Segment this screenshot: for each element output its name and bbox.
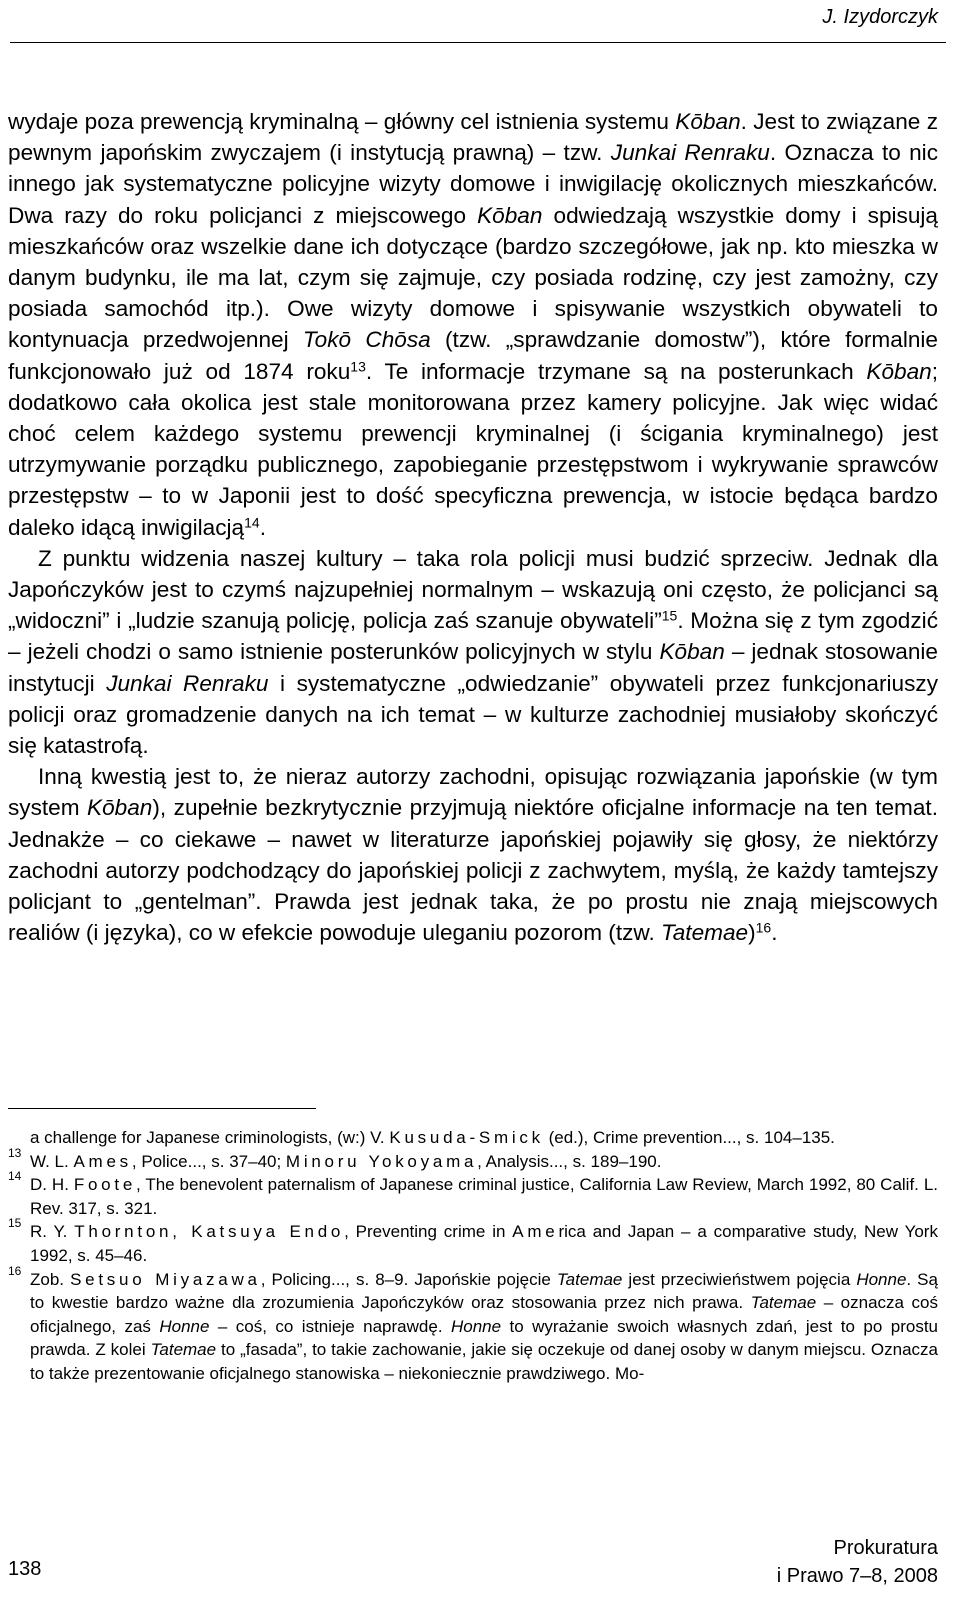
page-number: 138	[8, 1558, 42, 1580]
author-name: Ames	[73, 1151, 132, 1171]
text-run: , Analysis..., s. 189–190.	[477, 1151, 662, 1171]
term-toko-chosa: Tokō Chōsa	[302, 327, 431, 353]
text-run: – coś, co istnieje naprawdę.	[209, 1316, 451, 1336]
term-honne: Honne	[450, 1316, 502, 1336]
text-run: Z punktu widzenia naszej kultury – taka rola policji musi budzić sprzeciw. Jednak dla Japończyków jest to czymś najzupełniej normalnym – wskazują oni często, że policjanci są „widoczni” i „ludzie szanują policję, policja zaś szanuje obywateli”	[8, 545, 938, 634]
text-run: . Są to kwestie bardzo ważne dla zrozumienia Japończyków oraz stosowania przez nich prawa.	[30, 1269, 938, 1313]
footnote-16	[8, 1263, 939, 1386]
journal-name	[777, 1534, 938, 1590]
text-run: ), zupełnie bezkrytycznie przyjmują niektóre oficjalne informacje na ten temat. Jednakże – co ciekawe – nawet w literaturze japońskiej pojawiły się głosy, że niektórzy zachodni autorzy podchodzący do japońskiej policji z zachwytem, myślą, że każdy tamtejszy policjant to „gentelman”. Prawda jest jednak taka, że po prostu nie znają miejscowych realiów (i języka), co w efekcie powoduje uleganiu pozorom (tzw.	[8, 795, 938, 946]
text-run: , The benevolent paternalism of Japanese criminal justice, California Law Review, March 1992, 80 Calif. L. Rev. 317, s. 321.	[30, 1175, 938, 1218]
text-run: .	[259, 514, 266, 540]
journal-line-1: Prokuratura	[833, 1537, 938, 1559]
text-run: – oznacza coś oficjalnego, zaś	[30, 1293, 938, 1336]
text-run: – jednak stosowanie instytucji	[8, 639, 938, 696]
text-run: . Jest to związane z pewnym japońskim zwyczajem (i instytucją prawną) – tzw.	[8, 109, 938, 166]
text-run: Inną kwestią jest to, że nieraz autorzy zachodni, opisując rozwiązania japońskie (w tym system	[8, 764, 938, 821]
footnote-14	[8, 1169, 938, 1220]
text-run: R. Y.	[30, 1222, 75, 1242]
author-name: Setsuo Miyazawa	[70, 1269, 261, 1289]
text-run: , Policing..., s. 8–9. Japońskie pojęcie	[260, 1269, 557, 1289]
spaced-text: Ame	[512, 1222, 559, 1242]
paragraph-2	[8, 543, 938, 761]
author-name: Thornton, Katsuya Endo	[74, 1222, 345, 1242]
text-run: to „fasada”, to takie zachowanie, jakie się oczekuje od danej osoby w danym miejscu. Oznacza to także prezentowanie oficjalnego stanowiska – niekoniecznie prawdziwego. Mo-	[30, 1340, 938, 1383]
author-name: Foote	[73, 1175, 137, 1195]
footnote-ref-15[interactable]: 15	[661, 607, 678, 624]
footnote-ref-14[interactable]: 14	[244, 513, 260, 530]
text-run: ; dodatkowo cała okolica jest stale monitorowana przez kamery policyjne. Jak więc widać choć celem każdego systemu prewencji kryminalnej (i ścigania kryminalnego) jest utrzymywanie porządku publicznego, zapobieganie przestępstwom i wykrywanie sprawców przestępstw – to w Japonii jest to dość specyficzna prewencja, w istocie będąca bardzo daleko idącą inwigilacją	[8, 358, 938, 540]
footnote-text	[30, 1268, 938, 1386]
footnote-number: 14	[8, 1169, 22, 1184]
footnote-text	[30, 1173, 938, 1220]
term-honne: Honne	[159, 1316, 210, 1336]
text-run: . Można się z tym zgodzić – jeżeli chodzi o samo istnienie posterunków policyjnych w stylu	[8, 608, 938, 665]
term-tatemae: Tatemae	[661, 920, 749, 946]
text-run: )	[748, 920, 756, 946]
footnote-text	[30, 1220, 938, 1267]
text-run: Zob.	[30, 1269, 71, 1289]
text-run: i systematyczne „odwiedzanie” obywateli przez funkcjonariuszy policji oraz gromadzenie danych na ich temat – w kulturze zachodniej musiałoby skończyć się katastrofą.	[8, 670, 938, 759]
footnote-ref-16[interactable]: 16	[755, 919, 772, 936]
author-name: Kusuda-Smick	[389, 1128, 544, 1147]
footnote-text	[30, 1150, 938, 1174]
main-text	[8, 106, 938, 948]
text-run: , Preventing crime in	[344, 1222, 513, 1242]
footnote-15	[8, 1216, 938, 1267]
text-run: , Police..., s. 37–40;	[131, 1151, 286, 1171]
footnote-text	[30, 1126, 938, 1150]
running-head-author: J. Izydorczyk	[822, 6, 938, 28]
footnote-number: 16	[8, 1263, 22, 1278]
term-tatemae: Tatemae	[750, 1293, 817, 1313]
text-run: . Oznacza to nic innego jak systematyczne policyjne wizyty domowe i inwigilację okolicznych mieszkańców. Dwa razy do roku policjanci z miejscowego	[8, 140, 938, 228]
term-koban: Kōban	[659, 639, 725, 665]
term-koban: Kōban	[87, 795, 153, 821]
term-junkai-renraku: Junkai Renraku	[610, 140, 770, 166]
text-run: .	[771, 920, 778, 946]
term-honne: Honne	[856, 1269, 907, 1289]
text-run: a challenge for Japanese criminologists, (w:) V.	[30, 1128, 390, 1147]
footnote-number: 15	[8, 1216, 22, 1231]
footnote-number-blank	[8, 1122, 30, 1146]
text-run: (ed.), Crime prevention..., s. 104–135.	[543, 1128, 835, 1147]
footnote-ref-13[interactable]: 13	[350, 357, 366, 374]
text-run: wydaje poza prewencją kryminalną – główny cel istnienia systemu	[8, 109, 676, 134]
text-run: . Te informacje trzymane są na posterunkach	[365, 358, 867, 384]
text-run: jest przeciwieństwem pojęcia	[622, 1269, 857, 1289]
term-koban: Kōban	[477, 202, 543, 228]
paragraph-3	[8, 761, 938, 948]
page-header	[0, 0, 960, 58]
header-rule	[10, 42, 946, 43]
text-run: odwiedzają wszystkie domy i spisują mieszkańców oraz wszelkie dane ich dotyczące (bardzo szczegółowe, jak np. kto mieszka w danym budynku, ile ma lat, czym się zajmuje, czy posiada rodzinę, czy jest zamożny, czy posiada samochód itp.). Owe wizyty domowe i spisywanie wszystkich obywateli to kontynuacja przedwojennej	[8, 202, 938, 353]
term-tatemae: Tatemae	[150, 1340, 217, 1360]
footnote-13	[8, 1145, 938, 1174]
text-run: to wyrażanie swoich własnych zdań, jest to po prostu prawda. Z kolei	[30, 1316, 939, 1360]
author-name: Minoru Yokoyama	[285, 1151, 478, 1171]
term-koban: Kōban	[675, 109, 741, 134]
journal-line-2: i Prawo 7–8, 2008	[776, 1565, 938, 1587]
text-run: W. L.	[30, 1151, 74, 1171]
text-run: (tzw. „sprawdzanie domostw”), które formalnie funkcjonowało już od 1874 roku	[8, 327, 938, 384]
term-koban: Kōban	[866, 358, 932, 384]
text-run: rica and Japan – a comparative study, New York 1992, s. 45–46.	[30, 1222, 938, 1265]
term-tatemae: Tatemae	[556, 1269, 623, 1289]
footnote-rule	[8, 1108, 316, 1109]
footnote-continuation	[8, 1126, 938, 1150]
paragraph-1	[8, 106, 938, 543]
footnote-number: 13	[8, 1145, 22, 1160]
text-run: D. H.	[30, 1175, 74, 1195]
footnotes	[8, 1126, 938, 1386]
term-junkai-renraku: Junkai Renraku	[106, 670, 269, 696]
